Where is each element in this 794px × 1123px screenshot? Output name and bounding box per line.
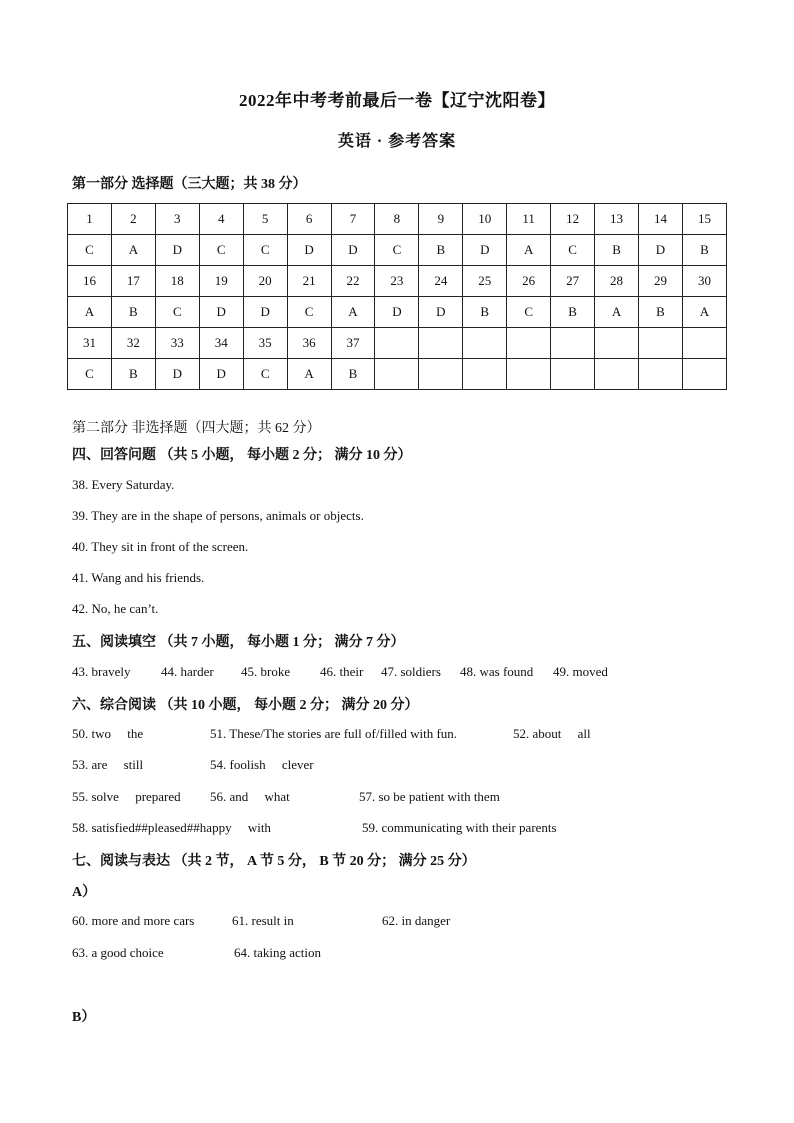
table-cell: 9 [419, 204, 463, 235]
table-cell: A [331, 297, 375, 328]
answer-48: 48. was found [460, 664, 534, 679]
table-cell: C [199, 235, 243, 266]
table-cell: B [463, 297, 507, 328]
answer-38: 38. Every Saturday. [72, 477, 175, 492]
table-cell: 36 [287, 328, 331, 359]
table-cell: D [199, 359, 243, 390]
table-cell: C [243, 359, 287, 390]
section4-heading: 四、回答问题 （共 5 小题， 每小题 2 分； 满分 10 分） [72, 448, 412, 463]
table-cell [507, 359, 551, 390]
table-cell: C [551, 235, 595, 266]
table-cell: B [331, 359, 375, 390]
table-cell: C [155, 297, 199, 328]
table-cell: 29 [638, 266, 682, 297]
table-cell: A [111, 235, 155, 266]
table-cell: B [419, 235, 463, 266]
table-cell: 24 [419, 266, 463, 297]
answer-40: 40. They sit in front of the screen. [72, 539, 249, 554]
table-cell: D [243, 297, 287, 328]
table-cell [551, 328, 595, 359]
table-cell: 16 [68, 266, 112, 297]
table-cell: D [375, 297, 419, 328]
table-cell: D [638, 235, 682, 266]
answer-42: 42. No, he can’t. [72, 601, 159, 616]
table-cell: C [507, 297, 551, 328]
table-cell: D [155, 235, 199, 266]
section5-heading: 五、阅读填空 （共 7 小题， 每小题 1 分； 满分 7 分） [72, 635, 405, 650]
table-cell [638, 328, 682, 359]
table-cell [638, 359, 682, 390]
table-cell: A [595, 297, 639, 328]
section7-heading: 七、阅读与表达 （共 2 节， A 节 5 分， B 节 20 分； 满分 25 分） [72, 854, 476, 869]
answer-46: 46. their [320, 664, 364, 679]
table-cell: 17 [111, 266, 155, 297]
table-cell [595, 328, 639, 359]
answer-64: 64. taking action [234, 945, 322, 960]
table-cell: 34 [199, 328, 243, 359]
table-cell: 19 [199, 266, 243, 297]
part1-heading: 第一部分 选择题（三大题；共 38 分） [72, 177, 307, 192]
answer-table [67, 203, 727, 390]
table-cell: A [287, 359, 331, 390]
table-cell: A [68, 297, 112, 328]
page-subtitle: 英语 · 参考答案 [337, 133, 457, 150]
table-cell: A [682, 297, 726, 328]
section6-heading: 六、综合阅读 （共 10 小题， 每小题 2 分； 满分 20 分） [72, 698, 419, 713]
table-cell: 28 [595, 266, 639, 297]
table-cell: 13 [595, 204, 639, 235]
answer-52: 52. about all [513, 726, 591, 741]
table-cell: 6 [287, 204, 331, 235]
part-a-label: A） [72, 885, 97, 900]
table-cell: 35 [243, 328, 287, 359]
table-cell: B [682, 235, 726, 266]
table-cell: D [419, 297, 463, 328]
table-cell [463, 328, 507, 359]
table-row-answers [68, 297, 727, 328]
table-cell: 32 [111, 328, 155, 359]
table-cell: A [507, 235, 551, 266]
table-cell: D [155, 359, 199, 390]
table-cell [419, 328, 463, 359]
answer-51: 51. These/The stories are full of/filled with fun. [210, 726, 458, 741]
table-cell: D [331, 235, 375, 266]
table-cell: D [287, 235, 331, 266]
answer-39: 39. They are in the shape of persons, animals or objects. [72, 508, 364, 523]
answer-45: 45. broke [241, 664, 291, 679]
answer-53: 53. are still [72, 757, 144, 772]
table-cell: C [243, 235, 287, 266]
answer-49: 49. moved [553, 664, 608, 679]
table-cell: 7 [331, 204, 375, 235]
table-row-answers [68, 235, 727, 266]
table-cell: 37 [331, 328, 375, 359]
table-cell [551, 359, 595, 390]
table-cell: 18 [155, 266, 199, 297]
table-row-numbers [68, 266, 727, 297]
table-cell: 25 [463, 266, 507, 297]
answer-44: 44. harder [161, 664, 214, 679]
table-cell: 27 [551, 266, 595, 297]
answer-62: 62. in danger [382, 913, 451, 928]
answer-55: 55. solve prepared [72, 789, 181, 804]
table-cell: 22 [331, 266, 375, 297]
table-cell [595, 359, 639, 390]
table-cell: 2 [111, 204, 155, 235]
table-cell [419, 359, 463, 390]
table-cell [507, 328, 551, 359]
table-cell: 5 [243, 204, 287, 235]
table-cell: B [638, 297, 682, 328]
table-cell: D [463, 235, 507, 266]
table-cell: B [111, 359, 155, 390]
table-cell: 4 [199, 204, 243, 235]
table-cell: 12 [551, 204, 595, 235]
table-cell: 30 [682, 266, 726, 297]
table-cell: D [199, 297, 243, 328]
page-title: 2022年中考考前最后一卷【辽宁沈阳卷】 [239, 91, 555, 110]
answer-59: 59. communicating with their parents [362, 820, 557, 835]
answer-61: 61. result in [232, 913, 294, 928]
table-cell: 14 [638, 204, 682, 235]
table-cell: 11 [507, 204, 551, 235]
table-cell: 3 [155, 204, 199, 235]
table-cell: 21 [287, 266, 331, 297]
table-row-numbers [68, 204, 727, 235]
table-cell: B [111, 297, 155, 328]
answer-43: 43. bravely [72, 664, 131, 679]
table-cell: B [551, 297, 595, 328]
table-cell [682, 359, 726, 390]
answer-57: 57. so be patient with them [359, 789, 500, 804]
table-cell [375, 359, 419, 390]
table-cell: 23 [375, 266, 419, 297]
answer-50: 50. two the [72, 726, 144, 741]
table-cell: C [68, 359, 112, 390]
table-cell: C [375, 235, 419, 266]
table-cell: B [595, 235, 639, 266]
table-row-numbers [68, 328, 727, 359]
part2-heading: 第二部分 非选择题（四大题；共 62 分） [72, 421, 321, 436]
table-cell: 8 [375, 204, 419, 235]
table-cell [682, 328, 726, 359]
table-cell: C [287, 297, 331, 328]
part-b-label: B） [72, 1010, 96, 1025]
table-cell: 10 [463, 204, 507, 235]
answer-58: 58. satisfied##pleased##happy with [72, 820, 271, 835]
answer-41: 41. Wang and his friends. [72, 570, 205, 585]
table-row-answers [68, 359, 727, 390]
table-cell: 1 [68, 204, 112, 235]
answer-60: 60. more and more cars [72, 913, 195, 928]
table-cell: 31 [68, 328, 112, 359]
table-cell: 26 [507, 266, 551, 297]
table-cell: 15 [682, 204, 726, 235]
answer-63: 63. a good choice [72, 945, 164, 960]
answer-47: 47. soldiers [381, 664, 441, 679]
answer-54: 54. foolish clever [210, 757, 314, 772]
table-cell: 20 [243, 266, 287, 297]
answer-56: 56. and what [210, 789, 290, 804]
table-cell: 33 [155, 328, 199, 359]
table-cell [463, 359, 507, 390]
table-cell: C [68, 235, 112, 266]
table-cell [375, 328, 419, 359]
